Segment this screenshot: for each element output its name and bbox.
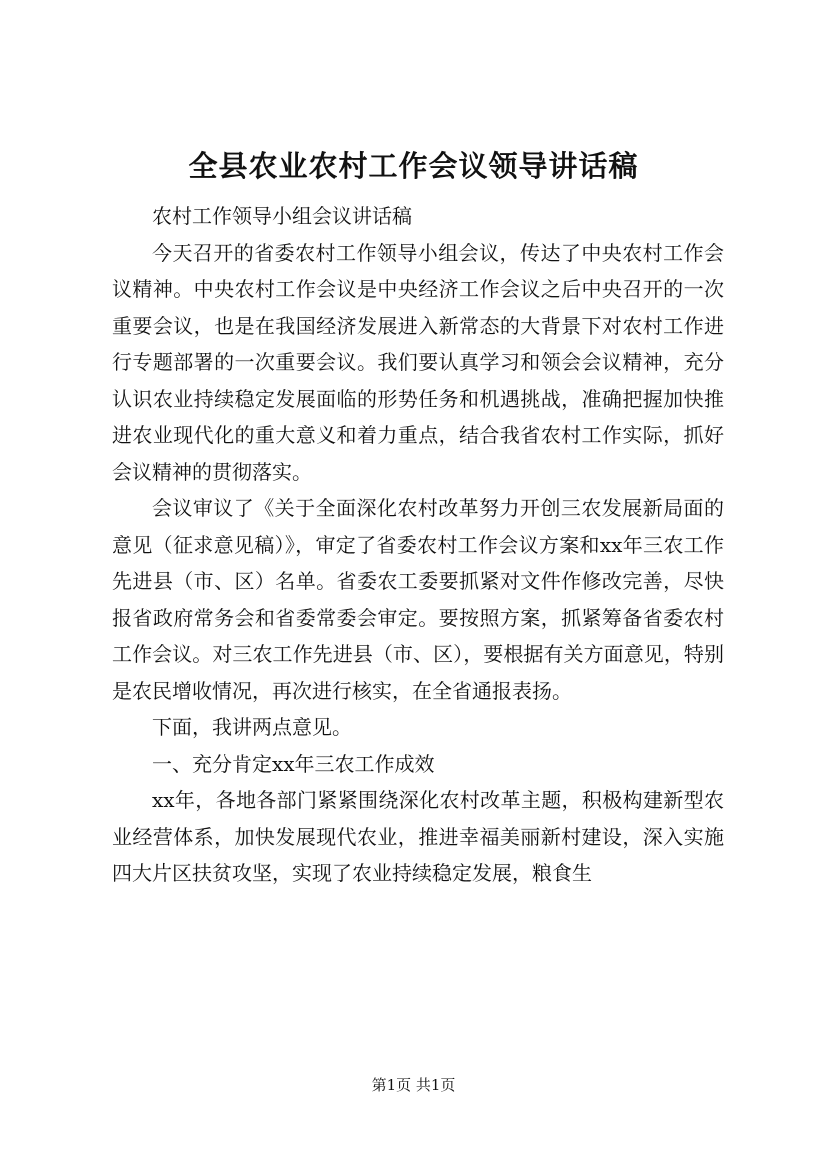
- document-title: 全县农业农村工作会议领导讲话稿: [188, 149, 639, 183]
- paragraph: 今天召开的省委农村工作领导小组会议，传达了中央农村工作会议精神。中央农村工作会议是中央经济工作会议之后中央召开的一次重要会议，也是在我国经济发展进入新常态的大背景下对农村工作进行专题部署的一次重要会议。我们要认真学习和领会会议精神，充分认识农业持续稳定发展面临的形势任务和机遇挑战，准确把握加快推进农业现代化的重大意义和着力重点，结合我省农村工作实际，抓好会议精神的贯彻落实。: [112, 240, 724, 484]
- page-footer: 第1页 共1页: [371, 1076, 456, 1094]
- paragraph-subtitle: 农村工作领导小组会议讲话稿: [152, 204, 412, 228]
- section-heading: 一、充分肯定xx年三农工作成效: [152, 751, 435, 776]
- document-body: [112, 198, 724, 892]
- paragraph: xx年，各地各部门紧紧围绕深化农村改革主题，积极构建新型农业经营体系，加快发展现代农业，推进幸福美丽新村建设，深入实施四大片区扶贫攻坚，实现了农业持续稳定发展，粮食生: [112, 788, 724, 885]
- paragraph: 下面，我讲两点意见。: [152, 715, 352, 739]
- paragraph: 会议审议了《关于全面深化农村改革努力开创三农发展新局面的意见（征求意见稿）》，审定了省委农村工作会议方案和xx年三农工作先进县（市、区）名单。省委农工委要抓紧对文件作修改完善，尽快报省政府常务会和省委常委会审定。要按照方案，抓紧筹备省委农村工作会议。对三农工作先进县（市、区），要根据有关方面意见，特别是农民增收情况，再次进行核实，在全省通报表扬。: [112, 496, 724, 703]
